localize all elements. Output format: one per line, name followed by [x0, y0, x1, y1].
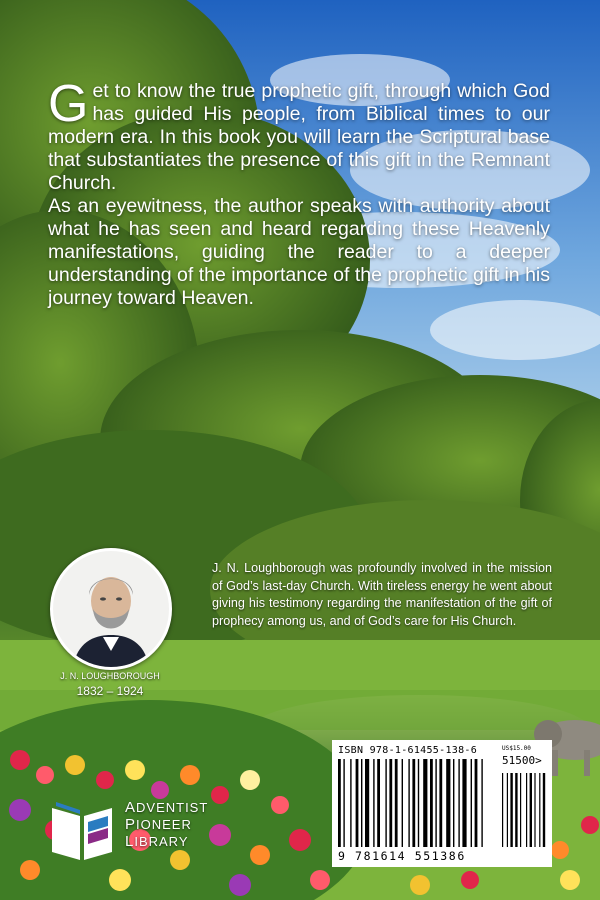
drop-cap-letter: G: [48, 75, 89, 133]
barcode-bar: [446, 759, 450, 847]
publisher-line-2: PIONEER: [125, 816, 192, 833]
barcode-addon-bar: [502, 773, 503, 847]
author-portrait: [50, 548, 172, 670]
barcode-bar: [430, 759, 433, 847]
barcode-addon-bar: [515, 773, 517, 847]
barcode-addon-bar: [507, 773, 508, 847]
barcode-bar: [435, 759, 436, 847]
publisher-line-1: ADVENTIST: [125, 799, 209, 816]
barcode-digits: 9 781614 551386: [338, 849, 466, 863]
barcode-bar: [481, 759, 482, 847]
publisher-line-3: LIBRARY: [125, 833, 189, 850]
author-bio: J. N. Loughborough was profoundly involved in the mission of God’s last-day Church. With tireless energy he went about giving his testimony regarding the manifestation of the gift of prophecy among us, and of God’s care for His Church.: [212, 561, 552, 628]
barcode-bar: [408, 759, 409, 847]
barcode-bar: [418, 759, 419, 847]
book-description: [48, 75, 550, 310]
barcode-bar: [338, 759, 341, 847]
barcode-bar: [395, 759, 398, 847]
barcode-addon-bar: [520, 773, 521, 847]
barcode-addon-bar: [534, 773, 535, 847]
author-portrait-image: [53, 551, 169, 667]
barcode-bar: [471, 759, 472, 847]
barcode-bar: [350, 759, 351, 847]
barcode-bar: [453, 759, 454, 847]
isbn-barcode: [332, 740, 552, 867]
publisher-name: [125, 799, 208, 850]
barcode-addon-bar: [543, 773, 545, 847]
barcode-bar: [365, 759, 369, 847]
barcode-bar: [423, 759, 427, 847]
barcode-bar: [439, 759, 442, 847]
barcode-bar: [373, 759, 374, 847]
barcode-bar: [389, 759, 392, 847]
description-paragraph-1-text: et to know the true prophetic gift, through which God has guided His people, from Biblical times to our modern era. In this book you will learn the Scriptural base that substantiates the presence of this gift in the Remnant Church.: [48, 80, 550, 194]
description-paragraph-1: [48, 75, 550, 195]
barcode-addon-bar: [539, 773, 540, 847]
author-years: 1832 – 1924: [76, 684, 144, 698]
price-label: US$15.00: [502, 745, 531, 752]
price-addon-code: 51500>: [502, 754, 542, 767]
author-name: J. N. LOUGHBOROUGH: [60, 671, 160, 681]
open-book-icon: [50, 800, 114, 862]
barcode-bar: [402, 759, 403, 847]
barcode-addon-bar: [530, 773, 532, 847]
isbn-number: ISBN 978-1-61455-138-6: [338, 745, 478, 756]
barcode-bar: [462, 759, 466, 847]
barcode-bar: [385, 759, 386, 847]
barcode-bar: [412, 759, 415, 847]
barcode-bar: [361, 759, 362, 847]
barcode-bar: [343, 759, 344, 847]
description-paragraph-2: As an eyewitness, the author speaks with authority about what he has seen and heard regarding these Heavenly manifestations, guiding the reader to a deeper understanding of the importance of the prophetic gift in his journey toward Heaven.: [48, 195, 550, 309]
author-caption: [50, 669, 170, 699]
barcode-bar: [458, 759, 459, 847]
barcode-bar: [377, 759, 380, 847]
barcode-bar: [356, 759, 359, 847]
barcode-bars: [338, 759, 548, 849]
barcode-bar: [475, 759, 478, 847]
barcode-addon-bar: [510, 773, 512, 847]
barcode-addon-bar: [526, 773, 527, 847]
